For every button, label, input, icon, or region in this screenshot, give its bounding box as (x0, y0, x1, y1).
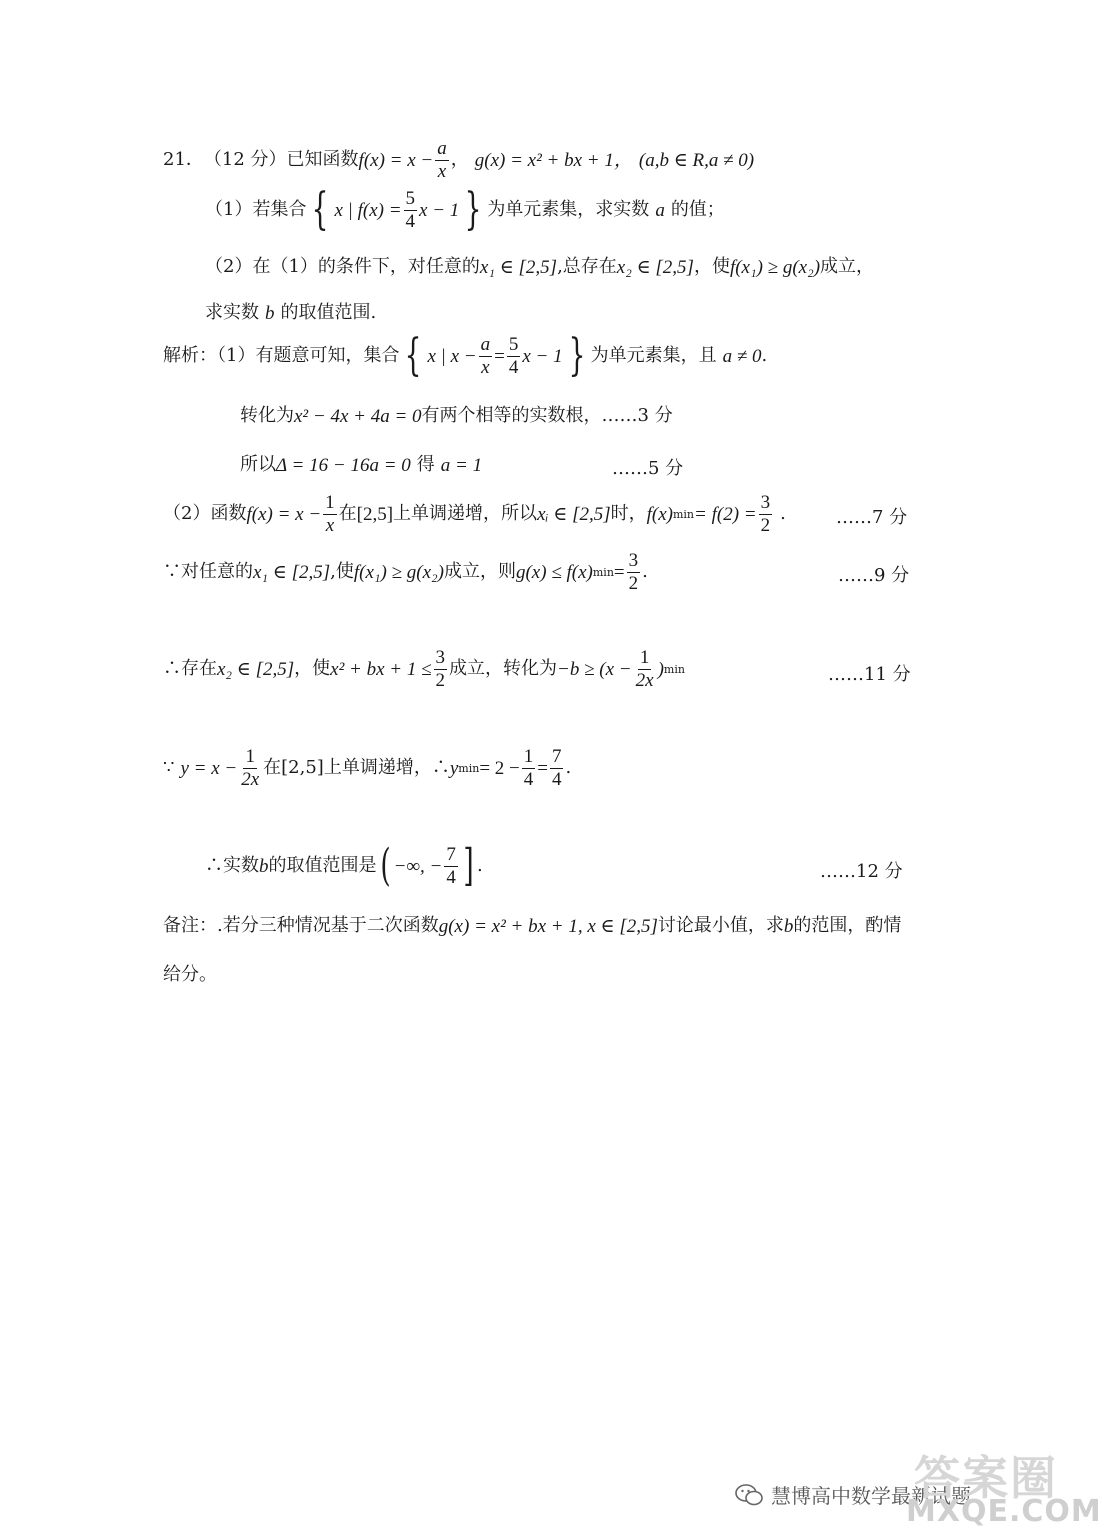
problem-score: （12 分） (203, 149, 287, 170)
score-12: ……12 分 (820, 861, 903, 882)
solution-line4: （2）函数 f(x) = x − $\frac{1}{x}$ 在 [2,5] 上单调递增，所以 xᵢ ∈ [2,5] 时， f(x) min = f(2) = $\frac{3}{2}$ . (163, 491, 786, 536)
problem-part2: （2）在（1）的条件下，对任意的 x₁ ∈ [2,5] ,总存在 x₂ ∈ [2,5] ，使 f(x₁) ≥ g(x₂) 成立， (205, 256, 875, 278)
note-line2: 给分。 (163, 964, 217, 985)
score-7: ……7 分 (836, 507, 908, 528)
f-definition: f(x) = x − (358, 149, 434, 171)
f-fraction: $\frac{a}{x}$ (437, 137, 447, 182)
solution-line6: ∴存在 x₂ ∈ [2,5] ，使 x² + bx + 1 ≤ $\frac{3}{2}$ 成立，转化为 −b ≥ (x − $\frac{1}{2x}$ ) min (163, 646, 685, 691)
problem-condition: (a,b ∈ R,a ≠ 0) (638, 149, 755, 171)
solution-line1: 解析：（1）有题意可知，集合 { x | x − $\frac{a}{x}$ = $\frac{5}{4}$ x − 1 } 为单元素集，且 a ≠ 0 . (163, 330, 768, 381)
part1-fraction: $\frac{5}{4}$ (405, 187, 416, 232)
note-line1: 备注：.若分三种情况基于二次函数 g(x) = x² + bx + 1, x ∈ [2,5] 讨论最小值，求 b 的范围，酌情 (163, 915, 902, 937)
g-definition: g(x) = x² + bx + 1， (474, 149, 633, 171)
problem-header: 21． （12 分） 已知函数 f(x) = x − $\frac{a}{x}$ ， g(x) = x² + bx + 1， (a,b ∈ R,a ≠ 0) (163, 137, 755, 182)
right-brace: } (464, 184, 482, 235)
solution-line7: ∵ y = x − $\frac{1}{2x}$ 在[2,5]上单调递增，∴ y min = 2 − $\frac{1}{4}$ = $\frac{7}{4}$ . (163, 745, 572, 790)
problem-part1: （1）若集合 { x | f(x) = $\frac{5}{4}$ x − 1 } 为单元素集，求实数 a 的值； (205, 184, 725, 235)
solution-line5: ∵对任意的 x₁ ∈ [2,5] ,使 f(x₁) ≥ g(x₂) 成立，则 g(x) ≤ f(x) min = $\frac{3}{2}$ . (163, 549, 648, 594)
score-11: ……11 分 (828, 664, 911, 685)
logo-chinese: 答案圈 (914, 1451, 1058, 1505)
problem-number: 21． (163, 149, 204, 170)
watermark-account: 慧博高中数学最新试题 (771, 1484, 971, 1508)
solution-line3: 所以 Δ = 16 − 16a = 0 得 a = 1 (240, 454, 483, 476)
problem-intro: 已知函数 (286, 149, 359, 170)
score-9: ……9 分 (838, 565, 910, 586)
wechat-icon (735, 1484, 763, 1506)
solution-line2: 转化为 x² − 4x + 4a = 0 有两个相等的实数根，……3 分 (240, 405, 673, 427)
problem-part2-line2: 求实数 b 的取值范围. (205, 302, 377, 324)
logo-english: MXQE.COM (906, 1494, 1102, 1529)
site-logo (900, 1442, 1102, 1529)
solution-line8: ∴实数 b 的取值范围是 ( −∞, − $\frac{7}{4}$ ] . (205, 840, 483, 891)
score-5: ……5 分 (612, 458, 684, 479)
left-brace: { (312, 184, 329, 235)
